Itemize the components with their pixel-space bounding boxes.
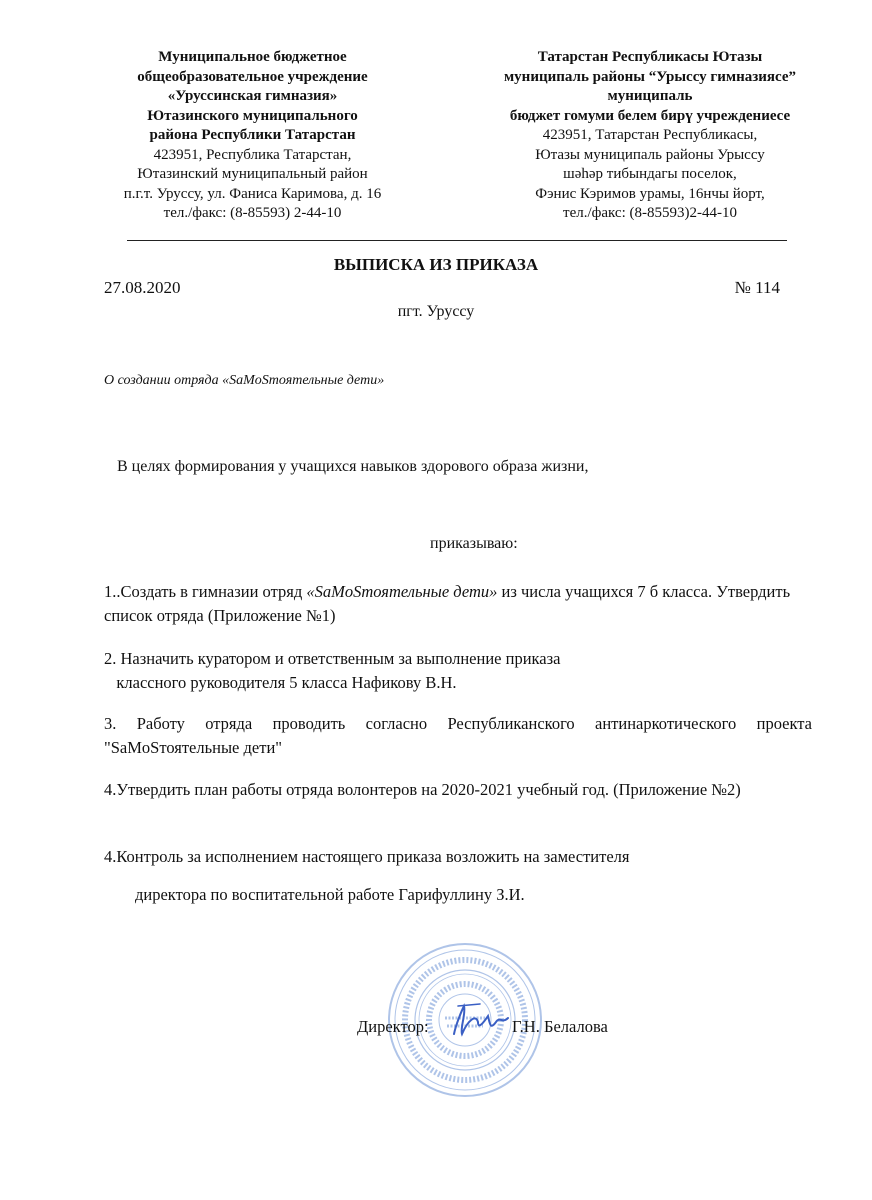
order-item-5-continuation: директора по воспитательной работе Гарифуллину З.И. bbox=[135, 885, 525, 904]
order-item-text: классного руководителя 5 класса Нафикову В.Н. bbox=[104, 673, 457, 692]
signatory-name: Г.Н. Белалова bbox=[512, 1017, 608, 1036]
header-right-line: Ютазы муниципаль районы Урыссу bbox=[535, 146, 765, 163]
order-item-5: 4.Контроль за исполнением настоящего приказа возложить на заместителя bbox=[104, 847, 630, 866]
header-left-line: Ютазинский муниципальный район bbox=[137, 166, 368, 182]
header-left-block bbox=[80, 48, 425, 224]
squad-name: «SaMoSтоятельные дети» bbox=[306, 582, 498, 601]
order-item-4: 4.Утвердить план работы отряда волонтеров на 2020-2021 учебный год. (Приложение №2) bbox=[104, 780, 741, 799]
document-number: № 114 bbox=[734, 278, 780, 297]
header-left-line: 423951, Республика Татарстан, bbox=[153, 146, 352, 163]
header-left-line: общеобразовательное учреждение bbox=[137, 68, 368, 85]
order-item-text: из числа учащихся 7 б класса. Утвердить список отряда (Приложение №1) bbox=[104, 582, 791, 625]
header-left-line: тел./факс: (8-85593) 2-44-10 bbox=[163, 205, 342, 221]
document-date: 27.08.2020 bbox=[104, 278, 181, 297]
signature-mark bbox=[440, 1000, 520, 1040]
header-right-line: бюджет гомуми белем бирү учреждениесе bbox=[509, 107, 791, 124]
header-left-line: района Республики Татарстан bbox=[149, 127, 356, 143]
header-left-line: «Уруссинская гимназия» bbox=[167, 88, 338, 104]
header-right-line: муниципаль bbox=[607, 88, 693, 104]
document-title: ВЫПИСКА ИЗ ПРИКАЗА bbox=[333, 255, 539, 274]
order-item-1 bbox=[104, 580, 812, 628]
header-right-block bbox=[455, 48, 845, 224]
header-right-line: 423951, Татарстан Республикасы, bbox=[542, 127, 758, 143]
header-right-line: шәһәр тибындагы поселок, bbox=[563, 166, 737, 182]
order-item-3: 3. Работу отряда проводить согласно Республиканского антинаркотического проекта "SaMoSтоятельные дети" bbox=[104, 714, 812, 757]
header-right-line: тел./факс: (8-85593)2-44-10 bbox=[563, 205, 737, 221]
order-word: приказываю: bbox=[430, 535, 518, 552]
document-place: пгт. Уруссу bbox=[397, 303, 475, 320]
order-item-text: 2. Назначить куратором и ответственным за выполнение приказа bbox=[104, 649, 561, 668]
header-divider bbox=[127, 240, 787, 241]
header-left-line: Муниципальное бюджетное bbox=[158, 49, 347, 65]
header-left-line: Ютазинского муниципального bbox=[147, 107, 358, 124]
signature-label: Директор: bbox=[357, 1017, 429, 1036]
header-right-line: муниципаль районы “Урыссу гимназиясе” bbox=[503, 68, 797, 85]
header-right-line: Татарстан Республикасы Ютазы bbox=[537, 49, 763, 65]
order-item-2 bbox=[104, 647, 812, 695]
intro-paragraph: В целях формирования у учащихся навыков здорового образа жизни, bbox=[117, 458, 589, 475]
header-left-line: п.г.т. Уруссу, ул. Фаниса Каримова, д. 16 bbox=[123, 185, 382, 202]
order-item-text: 1..Создать в гимназии отряд bbox=[104, 582, 307, 601]
header-right-line: Фэнис Кэримов урамы, 16нчы йорт, bbox=[535, 185, 765, 202]
document-subject: О создании отряда «SaMoSтоятельные дети» bbox=[104, 373, 385, 388]
